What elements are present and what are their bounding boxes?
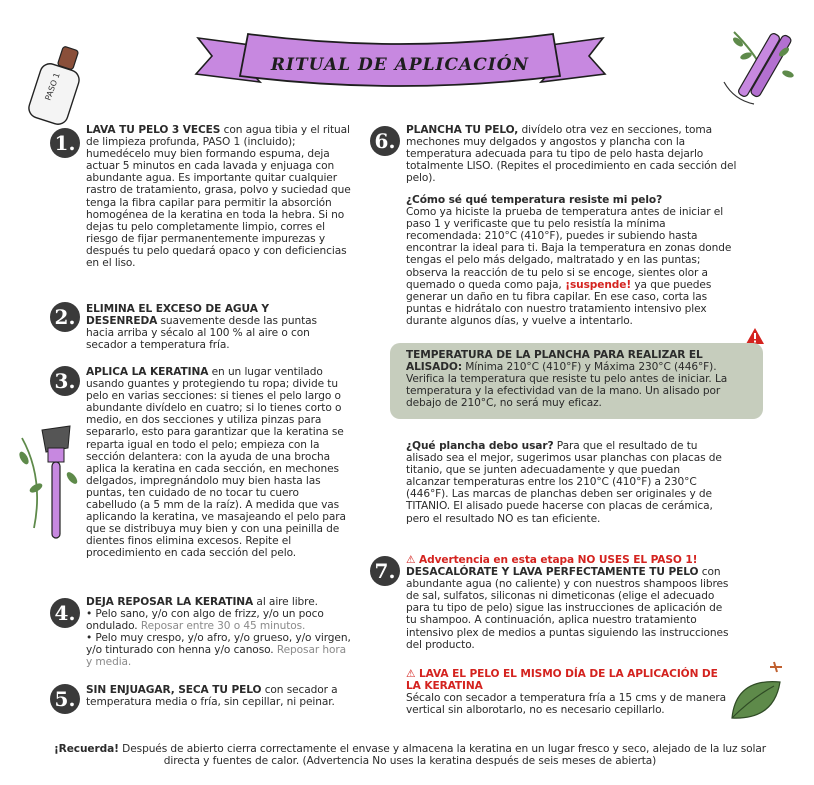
step-number-4: 4. [50, 598, 80, 628]
step-3-body: en un lugar ventilado usando guantes y protegiendo tu ropa; divide tu pelo en varias secciones: si tienes el pelo largo o abundante divídelo en cuatro; si lo tienes corto o medio, en dos secciones y utiliza pinzas para separarlo, esto para garantizar que la keratina se reparta igual en todo el pelo; empieza con la sección delantera: con la ayuda de una brocha aplica la keratina en cada sección, en mechones delgados, impregnándolo muy bien hasta las puntas, ten cuidado de no tocar tu cuero cabelludo (a 5 mm de la raíz). A medida que vas aplicando la keratina, ve masajeando el pelo para que se distribuya muy bien y con una peinilla de dientes finos elimina excesos. Repite el procedimiento en cada sección del pelo. [86, 366, 346, 560]
step-4-line1: • Pelo sano, y/o con algo de frizz, y/o un poco ondulado. [86, 608, 324, 633]
step-1-body: con agua tibia y el ritual de limpieza profunda, PASO 1 (incluido); humedécelo muy bien formando espuma, deja actuar 5 minutos en cada lavada y enjuaga con abundante agua. Es importante quitar cualquier rastro de tratamiento, grasa, polvo y suciedad que tenga la fibra capilar para permitir la absorción homogénea de la keratina en toda la hebra. Si no dejas tu pelo completamente limpio, corres el riesgo de fijar permanentemente impurezas y después tu pelo quedará opaco y con deficiencias en el liso. [86, 124, 351, 270]
footer-note [50, 743, 770, 767]
brush-icon [14, 418, 84, 548]
step-number-6: 6. [370, 126, 400, 156]
step-6-body: divídelo otra vez en secciones, toma mechones muy delgados y angostos y plancha con la temperatura adecuada para tu tipo de pelo hasta dejarlo totalmente LISO. (Repites el procedimiento en cada sección del pelo). [406, 124, 737, 185]
step-5-body: con secador a temperatura media o fría, sin cepillar, ni peinar. [86, 684, 338, 709]
step-6-heading: PLANCHA TU PELO, [406, 124, 519, 136]
final-warning-heading: ⚠ LAVA EL PELO EL MISMO DÍA DE LA APLICACIÓN DE LA KERATINA [406, 668, 718, 693]
step-5-heading: SIN ENJUAGAR, SECA TU PELO [86, 684, 262, 696]
step-2-text [86, 303, 338, 351]
step-7-text [406, 554, 730, 651]
step-number-5: 5. [50, 684, 80, 714]
step-3-text [86, 366, 348, 560]
flat-iron-question-heading: ¿Qué plancha debo usar? [406, 440, 554, 452]
temperature-question-heading: ¿Cómo sé qué temperatura resiste mi pelo? [406, 194, 663, 206]
temperature-box-body: Mínima 210°C (410°F) y Máxima 230°C (446°F). Verifica la temperatura que resiste tu pelo antes de iniciar. La temperatura y la efectividad van de la mano. Un alisado por debajo de 210°C, no será muy eficaz. [406, 361, 728, 410]
step-7-warning: ⚠ Advertencia en esta etapa NO USES EL PASO 1! [406, 554, 698, 566]
step-3-heading: APLICA LA KERATINA [86, 366, 209, 378]
title-banner [188, 24, 613, 104]
step-1-heading: LAVA TU PELO 3 VECES [86, 124, 221, 136]
step-4-text [86, 596, 354, 669]
step-1-text [86, 124, 356, 269]
footer-heading: ¡Recuerda! [53, 743, 119, 755]
temperature-box-text [406, 349, 752, 409]
step-number-1: 1. [50, 128, 80, 158]
step-4-body: al aire libre. [253, 596, 318, 608]
footer-body: Después de abierto cierra correctamente el envase y almacena la keratina en un lugar fresco y seco, alejado de la luz solar directa y fuentes de calor. (Advertencia No uses la keratina después de seis meses de abierta) [118, 743, 767, 768]
final-warning [406, 668, 728, 716]
bottle-icon [22, 46, 92, 126]
step-4-line1-time: Reposar entre 30 o 45 minutos. [137, 620, 306, 633]
step-7-heading: DESACALÓRATE Y LAVA PERFECTAMENTE TU PELO [406, 566, 699, 579]
temperature-question [406, 194, 744, 327]
step-5-text [86, 684, 348, 708]
suspend-warning: ¡suspende! [561, 278, 632, 291]
flat-iron-question-body: Para que el resultado de tu alisado sea el mejor, sugerimos usar planchas con placas de titanio, que se junten adecuadamente y que puedan alcanzar temperaturas entre los 210°C (410°F) a 230°C (446°F). Las marcas de planchas deben ser originales y de TITANIO. El alisado puede hacerse con placas de cerámica, pero el resultado NO es tan eficiente. [406, 440, 722, 525]
temperature-box-heading: TEMPERATURA DE LA PLANCHA PARA REALIZAR EL ALISADO: [406, 349, 703, 374]
step-number-7: 7. [370, 556, 400, 586]
temperature-question-body: Como ya hiciste la prueba de temperatura antes de iniciar el paso 1 y verificaste que tu pelo resistía la mínima recomendada: 210°C (410°F), puedes ir subiendo hasta encontrar la ideal para ti. Baja la temperatura en zonas donde tengas el pelo más delgado, maltratado y en las puntas; observa la reacción de tu pelo si se encoge, sientes olor a quemado o queda como paja, [406, 206, 732, 291]
temperature-question-after: ya que puedes generar un daño en tu fibra capilar. En ese caso, corta las puntas e hidrátalo con nuestro tratamiento intensivo plex durante algunos días, y vuelve a intentarlo. [406, 278, 712, 327]
step-number-2: 2. [50, 302, 80, 332]
step-4-heading: DEJA REPOSAR LA KERATINA [86, 596, 254, 608]
leaf-icon [722, 658, 796, 728]
step-6-text [406, 124, 744, 184]
step-4-line2: • Pelo muy crespo, y/o afro, y/o grueso, y/o virgen, y/o tinturado con henna y/o canoso. [86, 632, 351, 657]
step-2-body: suavemente desde las puntas hacia arriba y sécalo al 100 % al aire o con secador a temperatura fría. [86, 315, 317, 352]
step-2-heading: ELIMINA EL EXCESO DE AGUA Y DESENREDA [86, 303, 269, 328]
bottle-label: PASO 1 [43, 71, 62, 102]
flat-iron-icon [714, 22, 802, 112]
step-number-3: 3. [50, 366, 80, 396]
step-4-line2-time: Reposar hora y media. [86, 644, 347, 669]
final-warning-body: Sécalo con secador a temperatura fría a 15 cms y de manera vertical sin alborotarlo, no es necesario cepillarlo. [406, 692, 727, 717]
page-title: RITUAL DE APLICACIÓN [270, 55, 530, 75]
flat-iron-question [406, 440, 724, 525]
step-7-body: con abundante agua (no caliente) y con nuestros shampoos libres de sal, sulfatos, siliconas ni dimeticonas (elige el adecuado para tu tipo de pelo) sigue las instrucciones de aplicación de tu shampoo. A continuación, aplica nuestro tratamiento intensivo plex de medios a puntas siguiendo las instrucciones del producto. [406, 566, 729, 651]
